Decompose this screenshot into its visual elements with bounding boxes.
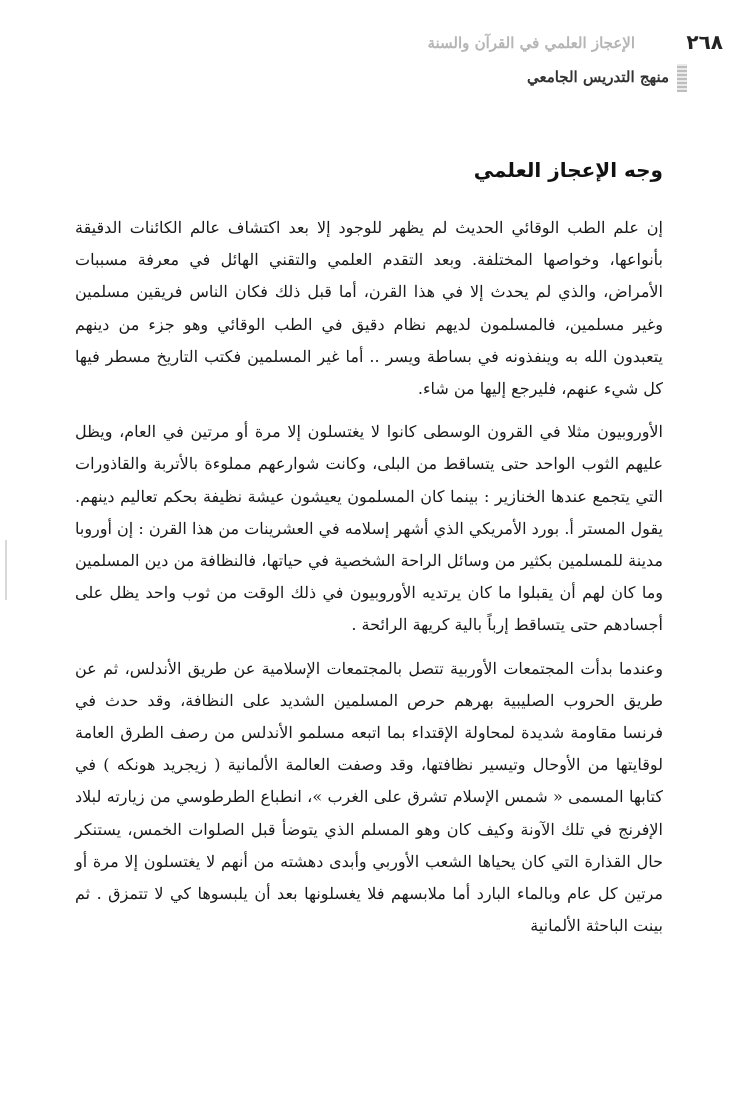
page-edge-mark xyxy=(5,540,7,600)
body-text xyxy=(75,212,663,953)
paragraph: وعندما بدأت المجتمعات الأوربية تتصل بالمجتمعات الإسلامية عن طريق الأندلس، ثم عن طريق الحروب الصليبية بهرهم حرص المسلمين الشديد على النظافة، وقد حدث في فرنسا مقاومة شديدة لمحاولة الإقتداء بما اتبعه مسلمو الأندلس من رصف الطرق العامة لوقايتها من الأوحال وتيسير نظافتها، وقد وصفت العالمة الألمانية ( زيجريد هونكه ) في كتابها المسمى « شمس الإسلام تشرق على الغرب »، انطباع الطرطوسي من زيارته لبلاد الإفرنج في تلك الآونة وكيف كان وهو المسلم الذي يتوضأ قبل الصلوات الخمس، يستنكر حال القذارة التي كان يحياها الشعب الأوربي وأبدى دهشته من أنهم لا يغتسلون إلا مرة أو مرتين كل عام وبالماء البارد أما ملابسهم فلا يغسلونها بعد أن يلبسوها كي لا تتمزق . ثم بينت الباحثة الألمانية xyxy=(75,658,663,936)
running-header-title: الإعجاز العلمي في القرآن والسنة xyxy=(427,34,635,52)
page-number: ٢٦٨ xyxy=(686,30,723,54)
chapter-title: منهج التدريس الجامعي xyxy=(526,68,669,86)
section-heading: وجه الإعجاز العلمي xyxy=(473,158,663,182)
paragraph: الأوروبيون مثلا في القرون الوسطى كانوا لا يغتسلون إلا مرة أو مرتين في العام، ويظل عليهم الثوب الواحد حتى يتساقط من البلى، وكانت شوارعهم مملوءة بالأتربة والقاذورات التي يتجمع عندها الخنازير : بينما كان المسلمون يعيشون عيشة نظيفة بحكم تعاليم دينهم. يقول المستر أ. بورد الأمريكي الذي أشهر إسلامه في العشرينات من هذا القرن : إن أوروبا مدينة للمسلمين بكثير من وسائل الراحة الشخصية في حياتها، فالنظافة من دين المسلمين وما كان لهم أن يقبلوا ما كان يرتديه الأوروبيون في ذلك الوقت من ثوب واحد يظل على أجسادهم حتى يتساقط إرباً بالية كريهة الرائحة . xyxy=(75,422,664,635)
header-decoration-bar xyxy=(677,64,687,92)
paragraph: إن علم الطب الوقائي الحديث لم يظهر للوجود إلا بعد اكتشاف عالم الكائنات الدقيقة بأنواعها، وخواصها المختلفة. وبعد التقدم العلمي والتقني الهائل في معرفة مسببات الأمراض، والذي لم يحدث إلا في هذا القرن، أما قبل ذلك فكان الناس فريقين مسلمين وغير مسلمين، فالمسلمون لديهم نظام دقيق في الطب الوقائي وهو جزء من دينهم يتعبدون الله به وينفذونه في بساطة ويسر .. أما غير المسلمين فكتب التاريخ مسطر فيها كل شيء عنهم، فليرجع إليها من شاء. xyxy=(75,218,664,399)
